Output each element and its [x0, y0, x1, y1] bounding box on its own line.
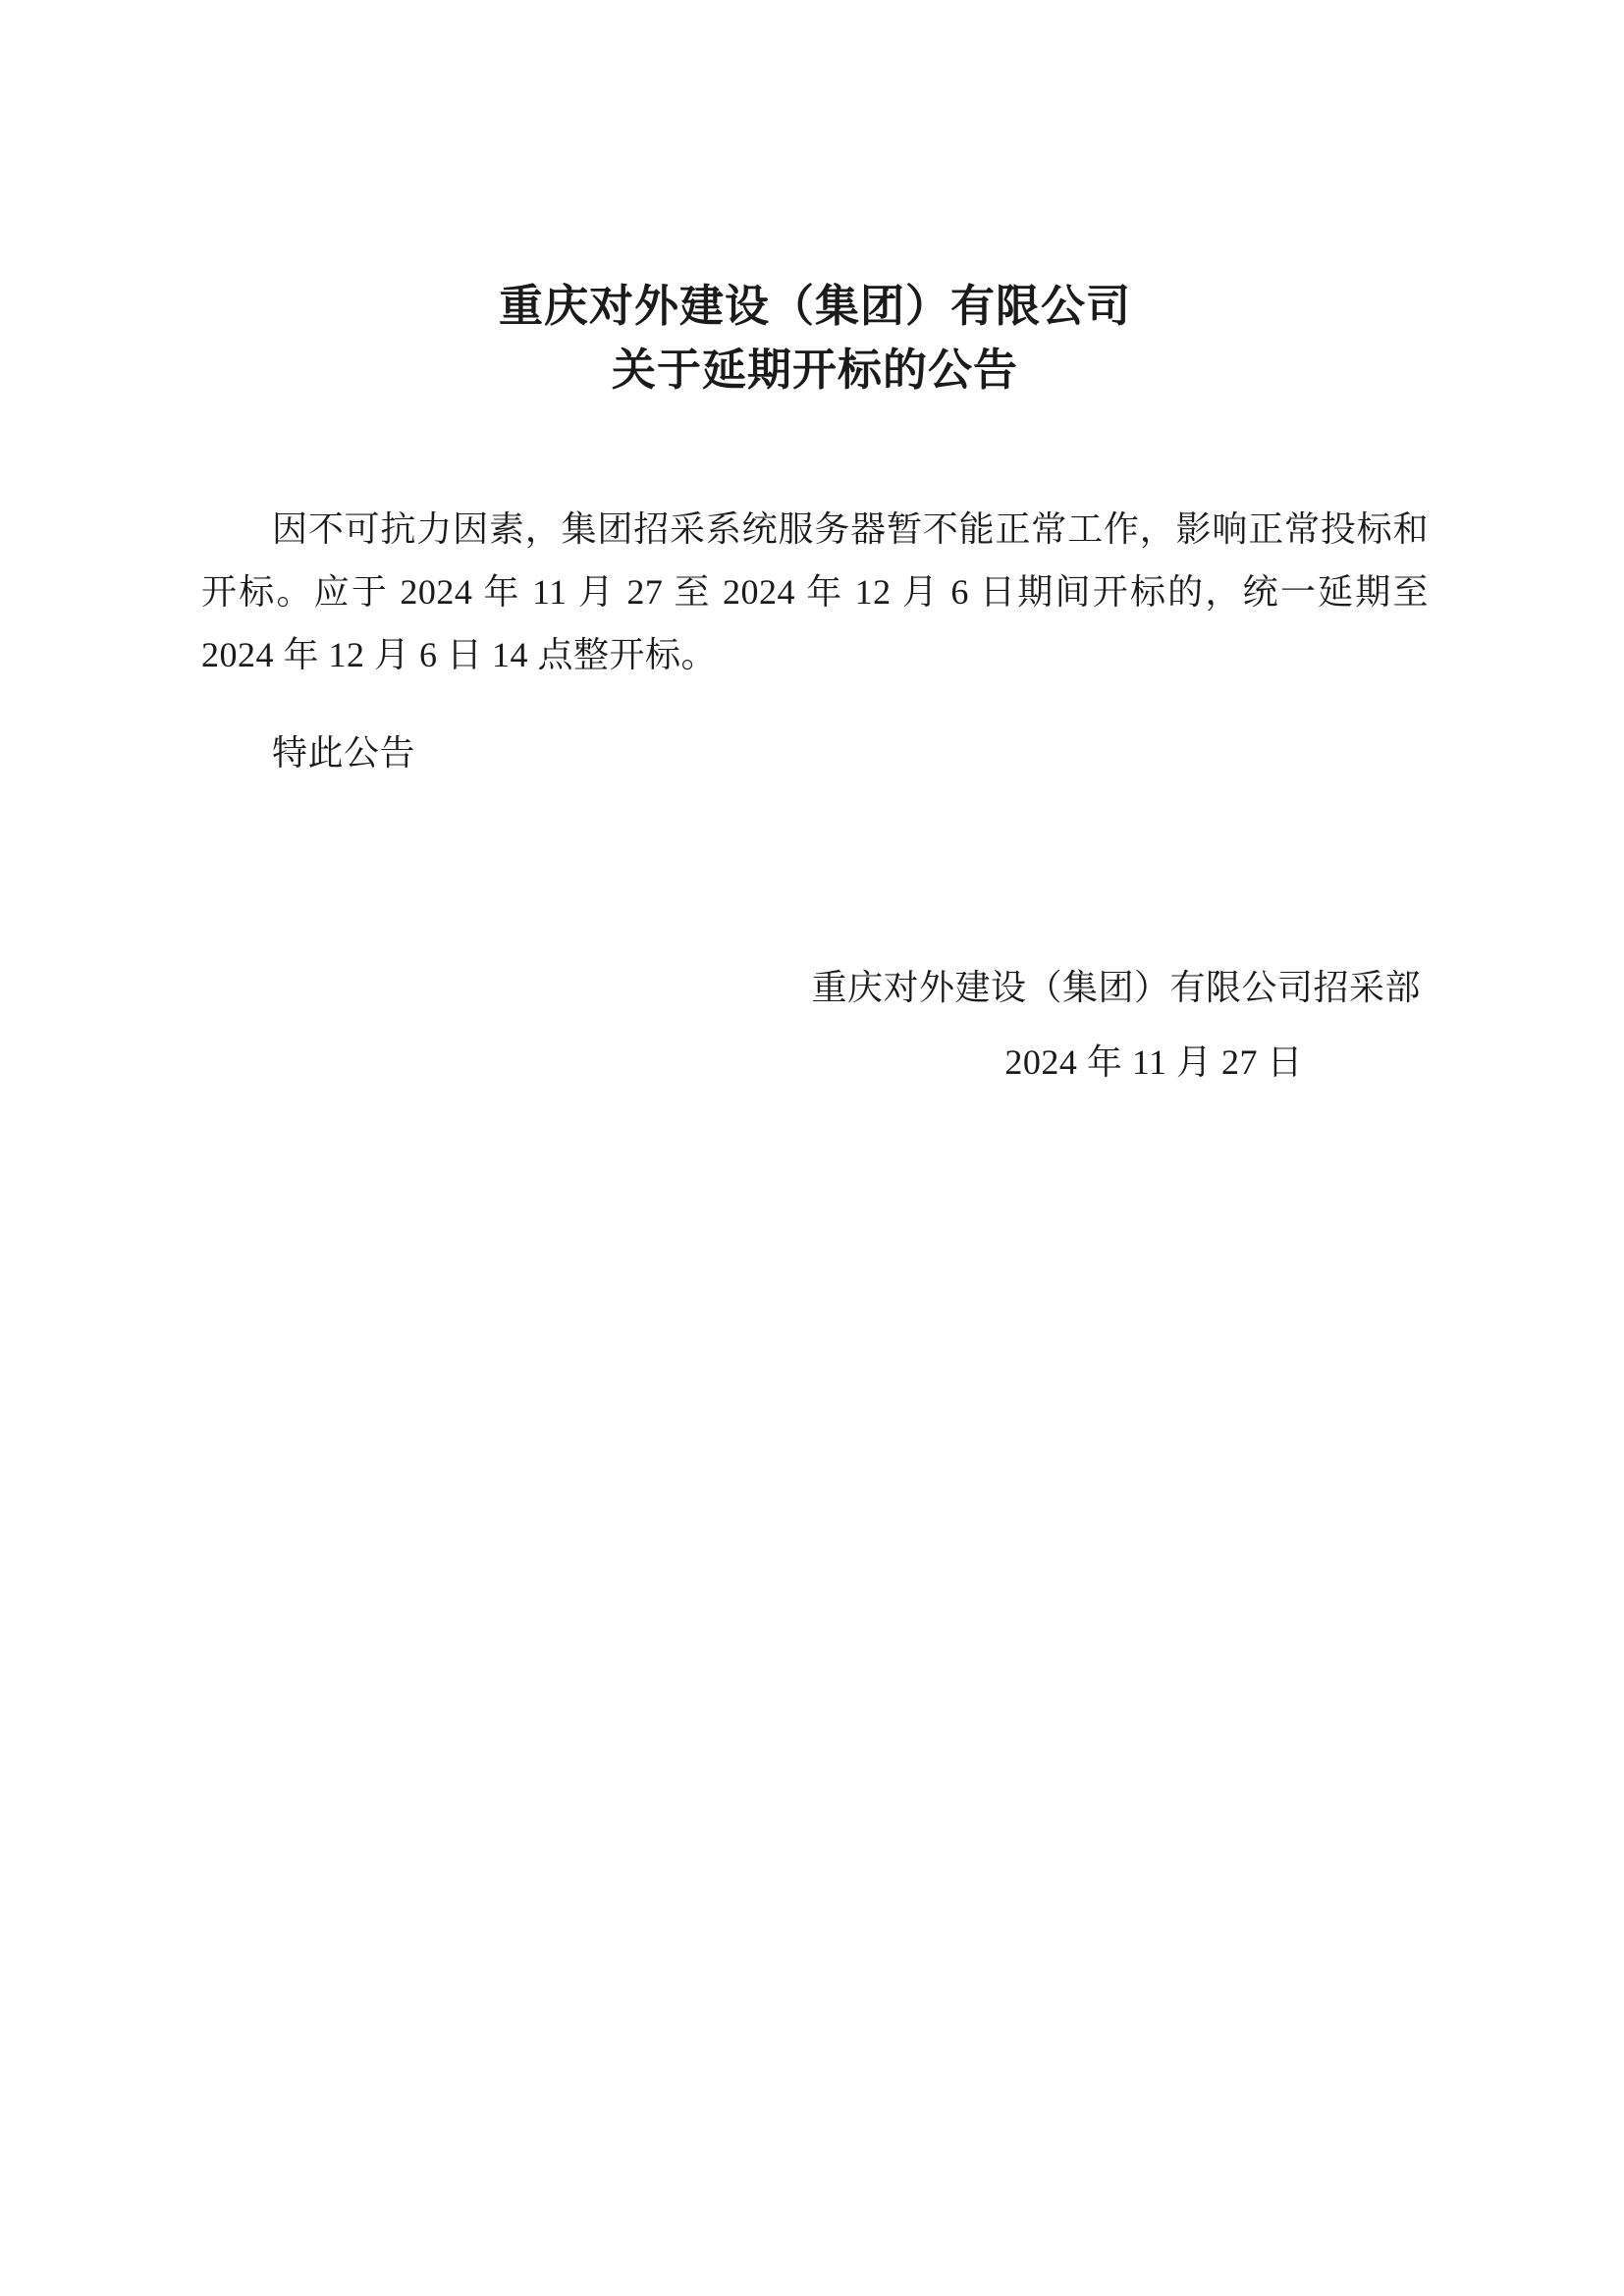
closing-paragraph: 特此公告 — [272, 732, 416, 773]
signature-date: 2024 年 11 月 27 日 — [1004, 1041, 1303, 1082]
title-line-1: 重庆对外建设（集团）有限公司 — [498, 282, 1131, 331]
body-paragraph: 因不可抗力因素，集团招采系统服务器暂不能正常工作，影响正常投标和开标。应于 2024 年 11 月 27 至 2024 年 12 月 6 日期间开标的，统一延期至 2024 年 12 月 6 日 14 点整开标。 — [201, 508, 1429, 674]
signature-block — [201, 956, 1429, 1094]
document-title — [201, 275, 1429, 403]
signature-organization: 重庆对外建设（集团）有限公司招采部 — [811, 967, 1421, 1007]
title-line-2: 关于延期开标的公告 — [611, 346, 1018, 396]
document-content — [201, 0, 1429, 1094]
